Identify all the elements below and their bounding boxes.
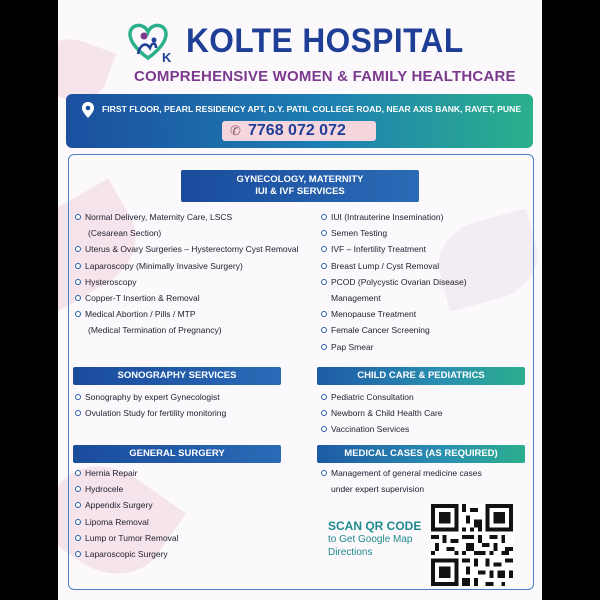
sonography-heading: SONOGRAPHY SERVICES <box>73 367 281 385</box>
list-item: Hernia Repair <box>75 465 179 481</box>
list-item: Breast Lump / Cyst Removal <box>321 258 467 274</box>
qr-title: SCAN QR CODE <box>328 519 422 533</box>
sonography-list <box>75 389 226 421</box>
bullet-icon <box>321 246 327 252</box>
address-text: FIRST FLOOR, PEARL RESIDENCY APT, D.Y. PATIL COLLEGE ROAD, NEAR AXIS BANK, RAVET, PUNE <box>102 104 522 114</box>
bullet-icon <box>75 311 81 317</box>
list-item-continuation: (Cesarean Section) <box>88 228 162 239</box>
list-item: Sonography by expert Gynecologist <box>75 389 226 405</box>
list-item: Copper-T Insertion & Removal <box>75 290 299 306</box>
location-pin-icon <box>80 101 96 119</box>
list-item: Uterus & Ovary Surgeries – Hysterectomy Cyst Removal <box>75 241 299 257</box>
poster <box>58 0 542 600</box>
phone-box[interactable] <box>222 121 376 141</box>
bullet-icon <box>75 246 81 252</box>
list-item: Pediatric Consultation <box>321 389 443 405</box>
list-item: Appendix Surgery <box>75 497 179 513</box>
bullet-icon <box>321 230 327 236</box>
list-item: Vaccination Services <box>321 421 443 437</box>
list-item: Laparoscopic Surgery <box>75 546 179 562</box>
gynecology-heading-line2: IUI & IVF SERVICES <box>255 186 345 197</box>
list-item: PCOD (Polycystic Ovarian Disease) <box>321 274 467 290</box>
bullet-icon <box>321 311 327 317</box>
bullet-icon <box>75 295 81 301</box>
list-item: Hysteroscopy <box>75 274 299 290</box>
services-panel <box>68 154 534 590</box>
child-care-heading: CHILD CARE & PEDIATRICS <box>317 367 525 385</box>
list-item-continuation: (Medical Termination of Pregnancy) <box>88 325 222 336</box>
bullet-icon <box>321 279 327 285</box>
list-item: Ovulation Study for fertility monitoring <box>75 405 226 421</box>
list-item: Pap Smear <box>321 339 467 355</box>
bullet-icon <box>321 394 327 400</box>
svg-text:K: K <box>162 50 172 65</box>
list-item: Lipoma Removal <box>75 514 179 530</box>
list-item: Medical Abortion / Pills / MTP <box>75 306 299 322</box>
bullet-icon <box>321 470 327 476</box>
phone-icon: ✆ <box>230 123 241 138</box>
general-surgery-heading: GENERAL SURGERY <box>73 445 281 463</box>
bullet-icon <box>75 410 81 416</box>
hospital-subtitle: COMPREHENSIVE WOMEN & FAMILY HEALTHCARE <box>134 68 516 85</box>
qr-code-icon[interactable] <box>431 504 513 586</box>
bullet-icon <box>75 394 81 400</box>
list-item-continuation: under expert supervision <box>331 484 425 495</box>
list-item: IVF – Infertility Treatment <box>321 241 467 257</box>
gynecology-heading <box>181 170 419 202</box>
bullet-icon <box>75 486 81 492</box>
list-item: Laparoscopy (Minimally Invasive Surgery) <box>75 258 299 274</box>
list-item: Newborn & Child Health Care <box>321 405 443 421</box>
list-item-continuation: Management <box>331 293 381 304</box>
bullet-icon <box>321 327 327 333</box>
bullet-icon <box>75 279 81 285</box>
mother-child-heart-icon <box>124 18 176 66</box>
list-item: Menopause Treatment <box>321 306 467 322</box>
list-item: Hydrocele <box>75 481 179 497</box>
bullet-icon <box>75 519 81 525</box>
bullet-icon <box>75 214 81 220</box>
child-care-list <box>321 389 443 438</box>
phone-number[interactable]: 7768 072 072 <box>248 122 346 139</box>
bullet-icon <box>75 551 81 557</box>
hospital-title: KOLTE HOSPITAL <box>186 22 464 60</box>
list-item: Management of general medicine cases <box>321 465 482 481</box>
bullet-icon <box>321 344 327 350</box>
bullet-icon <box>75 535 81 541</box>
list-item: Normal Delivery, Maternity Care, LSCS <box>75 209 299 225</box>
gynecology-heading-line1: GYNECOLOGY, MATERNITY <box>236 174 364 185</box>
general-surgery-list <box>75 465 179 562</box>
header <box>58 12 542 92</box>
bullet-icon <box>75 263 81 269</box>
bullet-icon <box>321 410 327 416</box>
bullet-icon <box>75 470 81 476</box>
bullet-icon <box>321 214 327 220</box>
medical-cases-heading: MEDICAL CASES (AS REQUIRED) <box>317 445 525 463</box>
qr-subtitle-line2: Directions <box>328 547 373 558</box>
contact-band <box>66 94 533 148</box>
qr-subtitle-line1: to Get Google Map <box>328 534 413 545</box>
gynecology-left-list <box>75 209 299 339</box>
list-item: Female Cancer Screening <box>321 322 467 338</box>
qr-callout <box>328 519 421 559</box>
list-item: IUI (Intrauterine Insemination) <box>321 209 467 225</box>
list-item: Semen Testing <box>321 225 467 241</box>
gynecology-right-list <box>321 209 467 355</box>
medical-cases-list <box>321 465 482 497</box>
bullet-icon <box>321 426 327 432</box>
bullet-icon <box>75 502 81 508</box>
list-item: Lump or Tumor Removal <box>75 530 179 546</box>
bullet-icon <box>321 263 327 269</box>
